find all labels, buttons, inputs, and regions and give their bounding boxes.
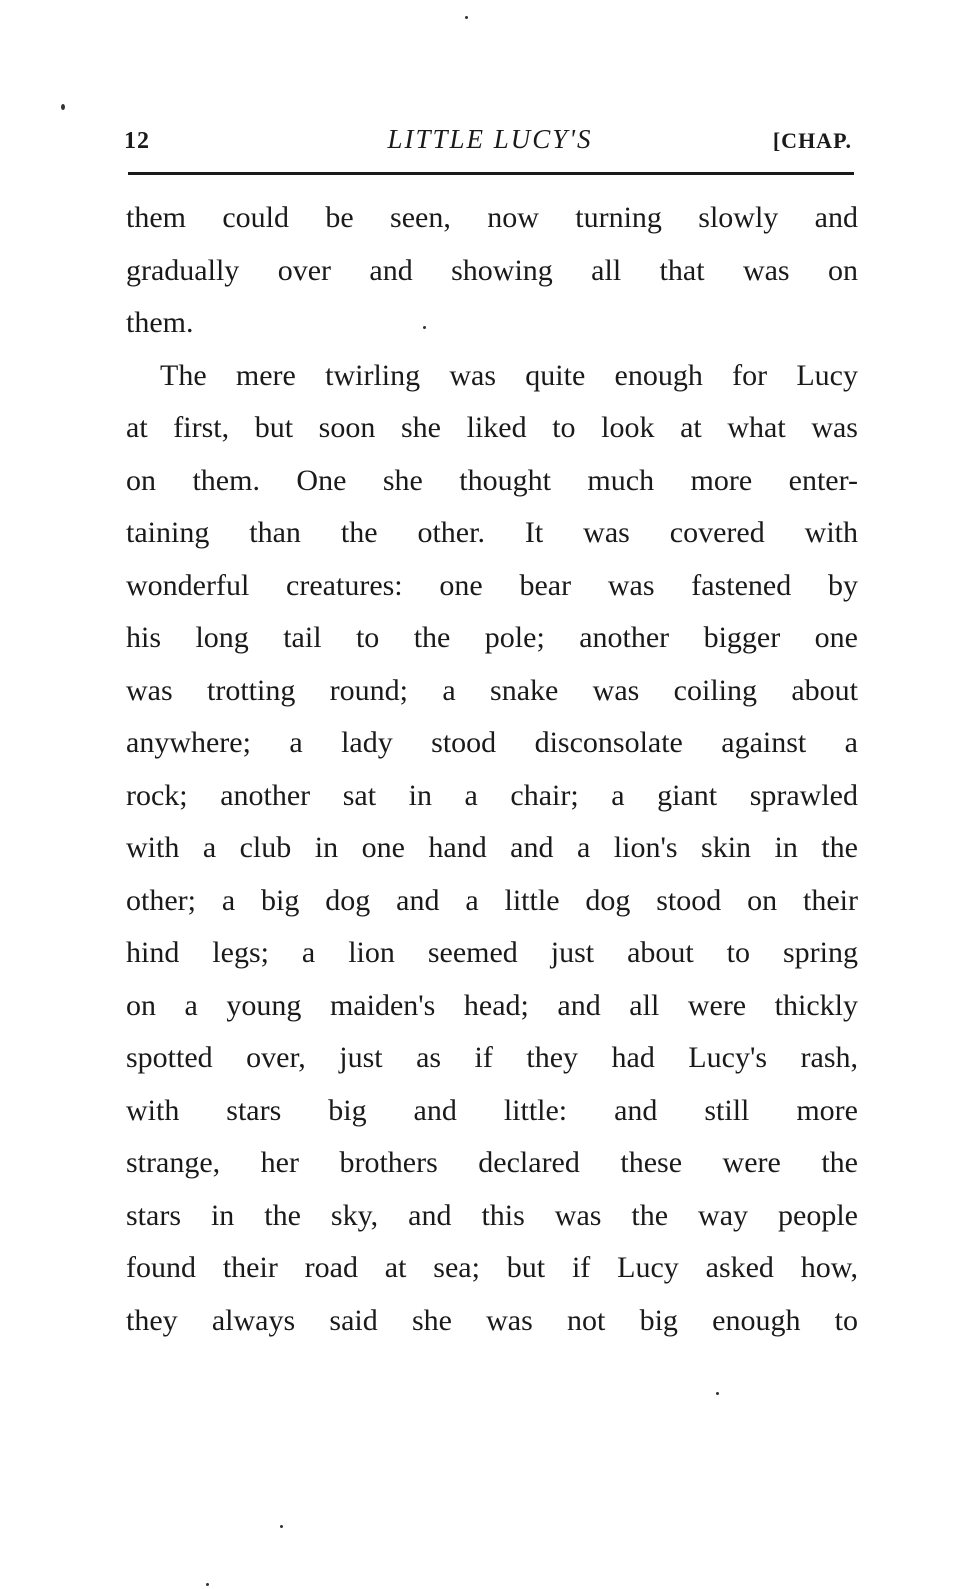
text-line: rock; another sat in a chair; a giant sprawled [126, 778, 858, 812]
text-line: they always said she was not big enough to [126, 1303, 858, 1337]
text-line: with stars big and little: and still more [126, 1093, 858, 1127]
print-speck [61, 104, 65, 110]
text-line: gradually over and showing all that was on [126, 253, 858, 287]
text-line: The mere twirling was quite enough for Lucy [160, 358, 858, 392]
text-line: wonderful creatures: one bear was fastened by [126, 568, 858, 602]
text-line: was trotting round; a snake was coiling about [126, 673, 858, 707]
text-line: spotted over, just as if they had Lucy's rash, [126, 1041, 858, 1074]
print-speck [465, 16, 468, 19]
print-speck [716, 1392, 719, 1395]
print-speck [280, 1525, 283, 1528]
text-line: them could be seen, now turning slowly and [126, 201, 858, 234]
page-header [124, 118, 856, 158]
text-line: at first, but soon she liked to look at what was [126, 411, 858, 444]
text-line: taining than the other. It was covered with [126, 516, 858, 549]
text-line: strange, her brothers declared these were the [126, 1146, 858, 1179]
print-speck [206, 1583, 209, 1586]
body-text [126, 192, 858, 1347]
text-line: his long tail to the pole; another bigger one [126, 621, 858, 654]
text-line: anywhere; a lady stood disconsolate against a [126, 726, 858, 759]
text-line: with a club in one hand and a lion's skin in the [126, 831, 858, 864]
header-rule [128, 172, 854, 175]
text-line: stars in the sky, and this was the way people [126, 1198, 858, 1232]
running-title: LITTLE LUCY'S [387, 124, 593, 154]
text-line: hind legs; a lion seemed just about to spring [126, 936, 858, 969]
text-line: them. [126, 306, 194, 339]
text-line: found their road at sea; but if Lucy asked how, [126, 1251, 858, 1284]
text-line: other; a big dog and a little dog stood on their [126, 883, 858, 917]
text-line: on them. One she thought much more enter- [126, 463, 858, 497]
page-number: 12 [124, 128, 150, 154]
chapter-mark: [CHAP. [772, 128, 852, 153]
text-line: on a young maiden's head; and all were thickly [126, 988, 858, 1022]
